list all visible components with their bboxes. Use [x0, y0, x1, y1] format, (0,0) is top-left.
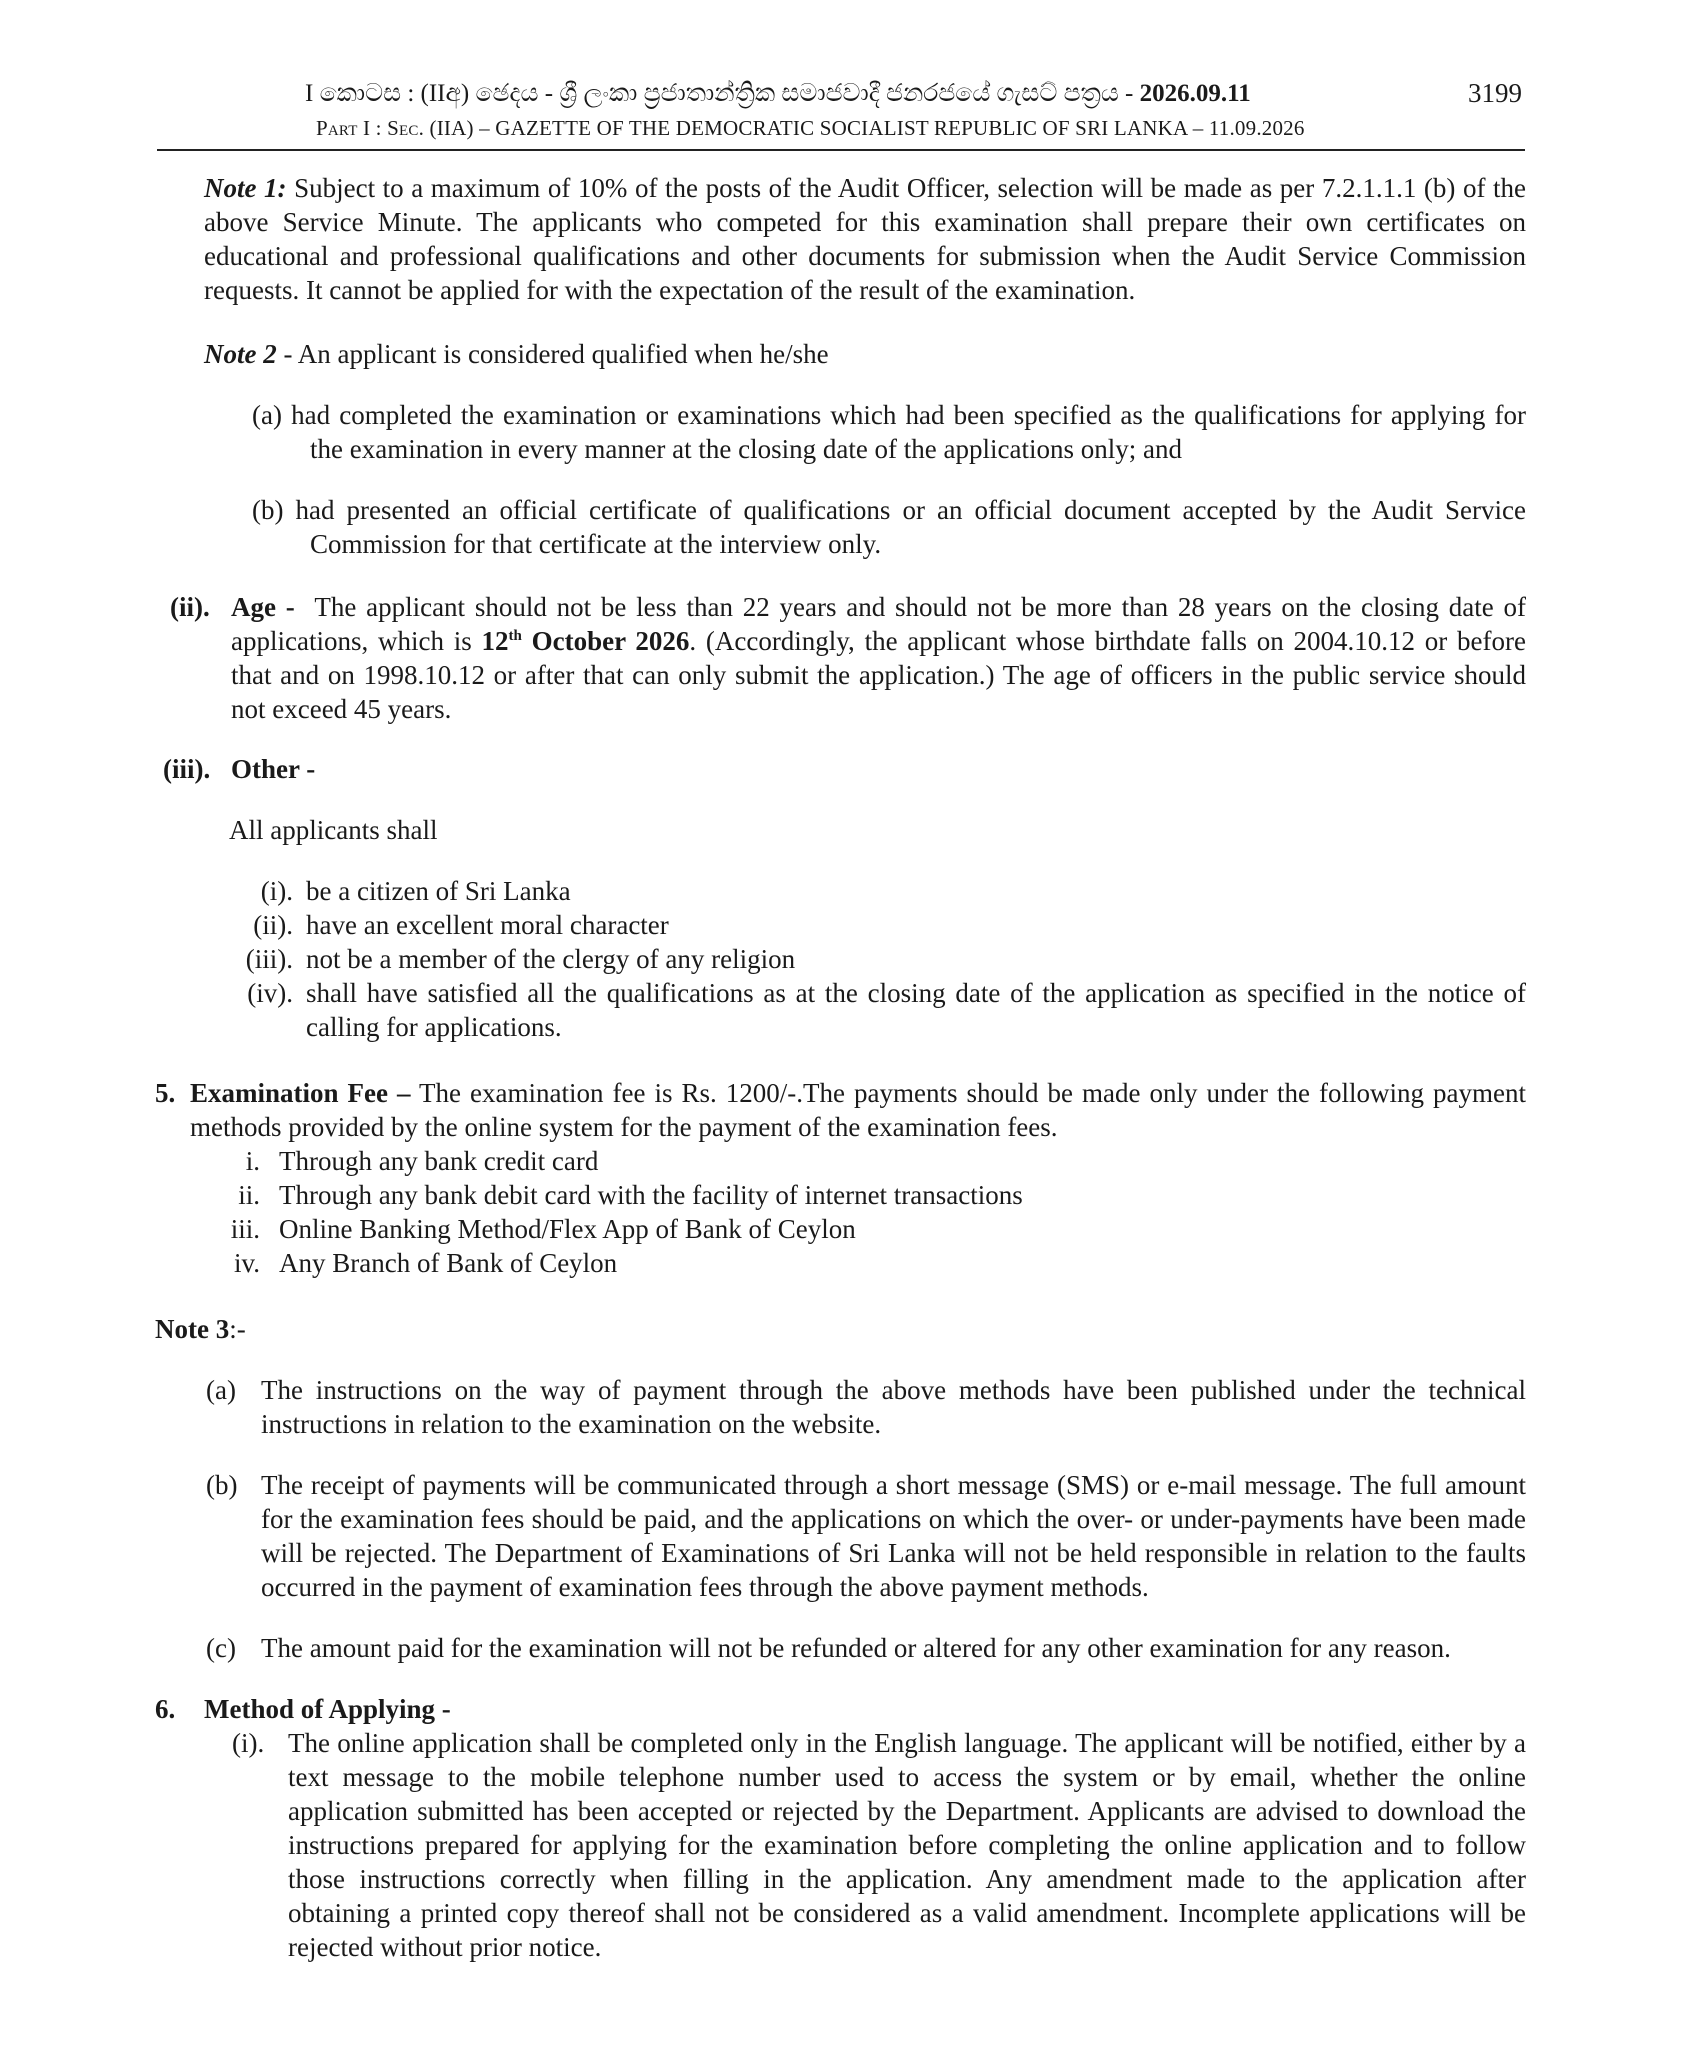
sinhala-title: I කොටස : (IIඅ) ඡෙදය - ශ්‍රී ලංකා ප්‍රජාතාන්ත්‍රික සමාජවාදී ජනරජයේ ගැසට් පත්‍රය - — [305, 80, 1134, 107]
other-item-marker: (i). — [260, 876, 293, 906]
sinhala-header — [305, 80, 1251, 108]
header-rule — [157, 149, 1525, 151]
english-part-label: Part I : Sec. — [316, 116, 425, 140]
method-marker: 6. — [155, 1694, 176, 1724]
payment-method-marker: i. — [245, 1146, 260, 1176]
payment-method-marker: iii. — [230, 1214, 260, 1244]
note-2-label: Note 2 — [204, 339, 277, 369]
other-item-text: be a citizen of Sri Lanka — [306, 876, 571, 906]
other-item-text: not be a member of the clergy of any religion — [306, 944, 796, 974]
page-number: 3199 — [1468, 78, 1522, 108]
fee-marker: 5. — [155, 1078, 176, 1108]
note-3-marker: (c) — [206, 1633, 236, 1663]
note-2-item-b — [252, 493, 1526, 561]
note-2-item-a — [252, 398, 1526, 466]
note-3-marker: (b) — [206, 1470, 238, 1500]
method-label: Method of Applying - — [204, 1694, 451, 1724]
note-2-text: - An applicant is considered qualified when he/she — [283, 339, 829, 369]
note-1-text: Subject to a maximum of 10% of the posts of the Audit Officer, selection will be made as per 7.2.1.1.1 (b) of the above Service Minute. The applicants who competed for this examination shall prepare their own certificates on educational and professional qualifications and other documents for submission when the Audit Service Commission requests. It cannot be applied for with the expectation of the result of the examination. — [204, 173, 1526, 305]
age-label: Age - — [231, 592, 295, 622]
fee-label: Examination Fee – — [190, 1078, 411, 1108]
payment-method: Through any bank credit card — [279, 1146, 599, 1176]
fee-text: The examination fee is Rs. 1200/-.The payments should be made only under the following payment methods provided by the online system for the payment of the examination fees. — [190, 1078, 1526, 1142]
payment-method: Online Banking Method/Flex App of Bank of Ceylon — [279, 1214, 856, 1244]
other-marker: (iii). — [163, 754, 211, 784]
note-2-item-a-marker: (a) — [252, 400, 282, 430]
age-text-b: . (Accordingly, the applicant whose birthdate falls on 2004.10.12 or before that and on 1998.10.12 or after that can only submit the application.) The age of officers in the public service should not exceed 45 years. — [231, 626, 1526, 724]
note-3-item-c: The amount paid for the examination will not be refunded or altered for any other examination for any reason. — [261, 1633, 1451, 1663]
closing-date: 12th October 2026 — [481, 626, 690, 656]
note-3-marker: (a) — [206, 1375, 236, 1405]
age-marker: (ii). — [170, 592, 210, 622]
method-item-marker: (i). — [232, 1728, 265, 1758]
payment-method-marker: iv. — [234, 1248, 260, 1278]
age-text-a: The applicant should not be less than 22 years and should not be more than 28 years on the closing date of applications, which is — [231, 592, 1527, 656]
note-1 — [204, 171, 1526, 307]
age-section — [231, 590, 1526, 726]
method-item-text: The online application shall be completed only in the English language. The applicant will be notified, either by a text message to the mobile telephone number used to access the system or by email, whether the online application submitted has been accepted or rejected by the Department. Applicants are advised to download the instructions prepared for applying for the examination before completing the online application and to follow those instructions correctly when filling in the application. Any amendment made to the application after obtaining a printed copy thereof shall not be considered as a valid amendment. Incomplete applications will be rejected without prior notice. — [288, 1728, 1526, 1962]
english-title: (IIA) – GAZETTE OF THE DEMOCRATIC SOCIALIST REPUBLIC OF SRI LANKA – 11.09.2026 — [429, 116, 1305, 140]
other-label: Other - — [231, 754, 316, 784]
note-3-item-b: The receipt of payments will be communicated through a short message (SMS) or e-mail message. The full amount for the examination fees should be paid, and the applications on which the over- or under-payments have been made will be rejected. The Department of Examinations of Sri Lanka will not be held responsible in relation to the faults occurred in the payment of examination fees through the above payment methods. — [261, 1470, 1526, 1602]
other-intro: All applicants shall — [229, 815, 438, 845]
payment-method-marker: ii. — [238, 1180, 260, 1210]
other-item-text: have an excellent moral character — [306, 910, 669, 940]
note-2-item-b-text: had presented an official certificate of qualifications or an official document accepted by the Audit Service Commission for that certificate at the interview only. — [295, 495, 1526, 559]
note-2-item-a-text: had completed the examination or examinations which had been specified as the qualifications for applying for the examination in every manner at the closing date of the applications only; and — [291, 400, 1526, 464]
note-3-heading: Note 3:- — [155, 1314, 246, 1344]
note-1-label: Note 1: — [204, 173, 287, 203]
payment-method: Any Branch of Bank of Ceylon — [279, 1248, 618, 1278]
note-2-item-b-marker: (b) — [252, 495, 284, 525]
payment-method: Through any bank debit card with the facility of internet transactions — [279, 1180, 1023, 1210]
note-3-item-a: The instructions on the way of payment through the above methods have been published under the technical instructions in relation to the examination on the website. — [261, 1375, 1526, 1439]
other-item-text: shall have satisfied all the qualifications as at the closing date of the application as specified in the notice of calling for applications. — [306, 978, 1526, 1042]
other-item-marker: (iii). — [245, 944, 293, 974]
note-2 — [204, 337, 1526, 371]
other-item-marker: (iv). — [247, 978, 293, 1008]
sinhala-date: 2026.09.11 — [1139, 80, 1251, 107]
fee-section — [190, 1076, 1526, 1144]
english-header — [316, 116, 1305, 141]
other-item-marker: (ii). — [253, 910, 293, 940]
